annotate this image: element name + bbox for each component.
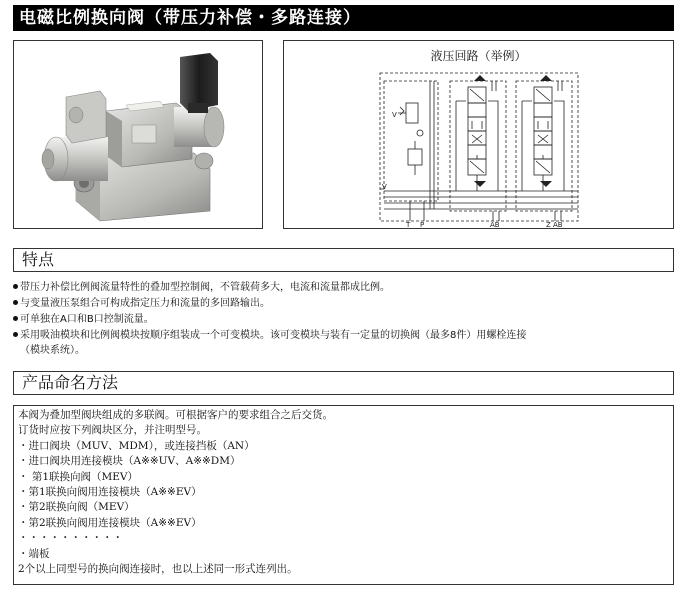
naming-line: ・・・・・・・・・・ (18, 532, 123, 545)
label-ab-1: AB (490, 221, 500, 228)
label-v-lower: V (382, 183, 387, 191)
feature-item-continued: （模块系统）。 (20, 345, 85, 356)
bullet-icon (13, 332, 18, 337)
label-ab-2: AB (553, 221, 563, 228)
page-title: 电磁比例换向阀（带压力补偿・多路连接） (13, 5, 674, 31)
hydraulic-circuit-panel (283, 40, 674, 229)
label-z: Z (546, 221, 551, 228)
naming-line: 本阀为叠加型阀块组成的多联阀。可根据客户的要求组合之后交货。 (18, 409, 333, 421)
naming-line: 订货时应按下列阀块区分，并注明型号。 (18, 424, 207, 437)
label-p: P (420, 221, 425, 228)
feature-item: 带压力补偿比例阀流量特性的叠加型控制阀，不管载荷多大，电流和流量都成比例。 (13, 281, 390, 294)
hydraulic-circuit-diagram (284, 41, 673, 228)
naming-heading: 产品命名方法 (13, 371, 674, 395)
bullet-icon (13, 284, 18, 289)
features-heading: 特点 (13, 248, 674, 272)
naming-description (13, 405, 674, 585)
naming-line: ・进口阀块用连接模块（A※※UV、A※※DM） (18, 455, 241, 468)
bullet-icon (13, 316, 18, 321)
feature-item: 与变量液压泵组合可构成指定压力和流量的多回路输出。 (13, 297, 270, 310)
naming-line: ・第2联换向阀用连接模块（A※※EV） (18, 516, 202, 529)
feature-item: 可单独在A口和B口控制流量。 (13, 313, 154, 326)
valve-illustration (14, 41, 262, 228)
label-v-upper: V (392, 111, 397, 119)
feature-item: 采用吸油模块和比例阀模块按顺序组装成一个可变模块。该可变模块与装有一定量的切换阀（最多8件）用螺栓连接 (13, 329, 526, 342)
naming-line: ・ 第1联换向阀（MEV） (18, 470, 139, 483)
circuit-title: 液压回路（举例） (430, 49, 527, 63)
product-photo (13, 40, 263, 229)
label-t: T (406, 221, 411, 228)
bullet-icon (13, 300, 18, 305)
naming-line: 2个以上同型号的换向阀连接时，也以上述同一形式连列出。 (18, 563, 298, 576)
naming-line: ・端板 (18, 547, 50, 560)
naming-line: ・第1联换向阀用连接模块（A※※EV） (18, 486, 202, 499)
naming-line: ・第2联换向阀（MEV） (18, 501, 135, 514)
naming-line: ・进口阀块（MUV、MDM），或连接挡板（AN） (18, 439, 255, 452)
